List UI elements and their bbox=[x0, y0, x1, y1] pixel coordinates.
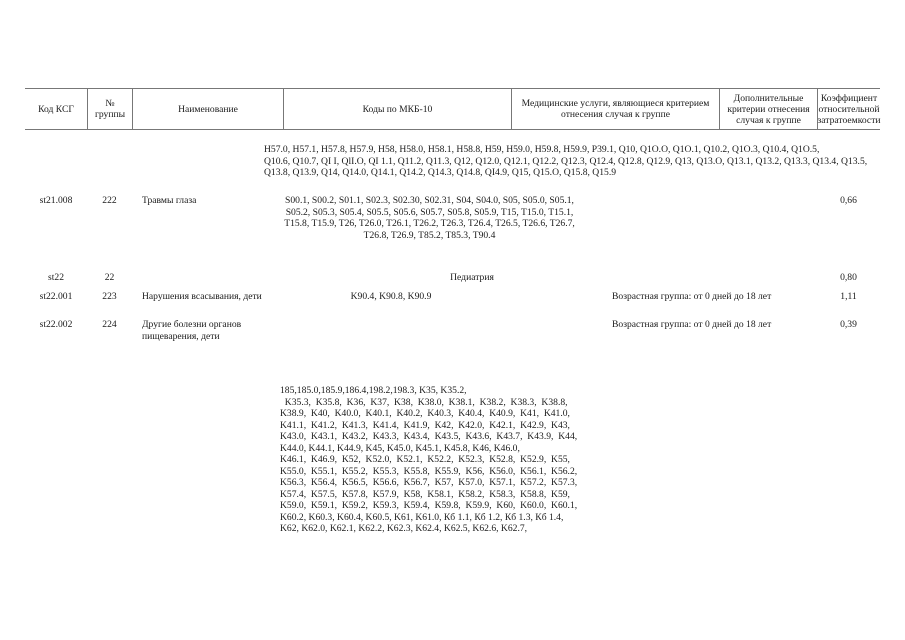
table-header bbox=[25, 88, 880, 130]
header-cost-coefficient: Коэффициент относительной затратоемкости bbox=[817, 89, 880, 129]
header-medical-services: Медицинские услуги, являющиеся критерием отнесения случая к группе bbox=[511, 89, 719, 129]
row-extra-criteria: Возрастная группа: от 0 дней до 18 лет bbox=[612, 291, 772, 302]
icd-codes-digestive: 185,185.0,185.9,186.4,198.2,198.3, K35, K35.2, K35.3, K35.8, K36, K37, K38, K38.0, K38.1, K38.2, K38.3, K38.8, K38.9, K40, K40.0, K40.1, K40.2, K40.3, K40.4, K40.9, K41, K41.0, K41.1, K41.2, K41.3, K41.4, K41.9, K42, K42.0, K42.1, K42.9, K43, K43.0, K43.1, K43.2, K43.3, K43.4, K43.5, K43.6, K43.7, K43.9, K44, K44.0, K44.1, K44.9, K45, K45.0, K45.1, K45.8, K46, K46.0, K46.1, K46.9, K52, K52.0, K52.1, K52.2, K52.3, K52.8, K52.9, K55, K55.0, K55.1, K55.2, K55.3, K55.8, K55.9, K56, K56.0, K56.1, K56.2, K56.3, K56.4, K56.5, K56.6, K56.7, K57, K57.0, K57.1, K57.2, K57.3, K57.4, K57.5, K57.8, K57.9, K58, K58.1, K58.2, K58.3, K58.8, K59, K59.0, K59.1, K59.2, K59.3, K59.4, K59.8, K59.9, K60, K60.0, K60.1, K60.2, K60.3, K60.4, K60.5, K61, K61.0, Кб 1.1, Кб 1.2, Кб 1.3, Кб 1.4, K62, K62.0, K62.1, K62.2, K62.3, K62.4, K62.5, K62.6, K62.7, bbox=[280, 385, 578, 534]
row-name: Травмы глаза bbox=[142, 195, 197, 206]
icd-codes-eye-congenital: H57.0, H57.1, H57.8, H57.9, H58, H58.0, H58.1, H58.8, H59, H59.0, H59.8, H59.9, P39.1, Q10, Q1O.O, Q1O.1, Q10.2, Q1O.3, Q10.4, Q1O.5, Q10.6, Q10.7, QI I, QlI.O, QI 1.1, Q11.2, Q11.3, Q12, Q12.0, Q12.1, Q12.2, Q12.3, Q12.4, Q12.8, Q12.9, Q13, Q13.O, Q13.1, Q13.2, Q13.3, Q13.4, Q13.5, Q13.8, Q13.9, Q14, Q14.0, Q14.1, Q14.2, Q14.3, Q14.8, QI4.9, Q15, Q15.O, Q15.8, Q15.9 bbox=[264, 144, 868, 178]
row-group-number: 224 bbox=[102, 319, 117, 330]
row-extra-criteria: Возрастная группа: от 0 дней до 18 лет bbox=[612, 319, 772, 330]
header-name: Наименование bbox=[132, 89, 283, 129]
section-group-number: 22 bbox=[104, 272, 115, 283]
row-name: Нарушения всасывания, дети bbox=[142, 291, 262, 302]
icd-codes-eye-trauma: S00.1, S00.2, S01.1, S02.3, S02.30, S02.31, S04, S04.0, S05, S05.0, S05.1, S05.2, S05.3, S05.4, S05.5, S05.6, S05.7, S05.8, S05.9, T15, T15.0, T15.1, T15.8, T15.9, T26, T26.0, T26.1, T26.2, T26.3, T26.4, T26.5, T26.6, T26.7, T26.8, T26.9, T85.2, T85.3, T90.4 bbox=[284, 195, 575, 241]
section-coefficient: 0,80 bbox=[840, 272, 857, 283]
row-name: Другие болезни органов пищеварения, дети bbox=[142, 319, 242, 342]
row-coefficient: 0,39 bbox=[840, 319, 857, 330]
row-group-number: 223 bbox=[102, 291, 117, 302]
row-coefficient: 0,66 bbox=[840, 195, 857, 206]
row-icd-codes: K90.4, K90.8, K90.9 bbox=[350, 291, 432, 302]
section-ksg-code: st22 bbox=[48, 272, 64, 283]
header-extra-criteria: Дополнительные критерии отнесения случая к группе bbox=[719, 89, 817, 129]
row-ksg-code: st21.008 bbox=[39, 195, 73, 206]
header-icd-codes: Коды по МКБ-10 bbox=[283, 89, 511, 129]
row-ksg-code: st22.002 bbox=[39, 319, 73, 330]
row-coefficient: 1,11 bbox=[840, 291, 857, 302]
section-title: Педиатрия bbox=[450, 272, 494, 283]
header-group-number: № группы bbox=[87, 89, 132, 129]
row-ksg-code: st22.001 bbox=[39, 291, 73, 302]
header-ksg-code: Код КСГ bbox=[38, 103, 74, 115]
row-group-number: 222 bbox=[102, 195, 117, 206]
